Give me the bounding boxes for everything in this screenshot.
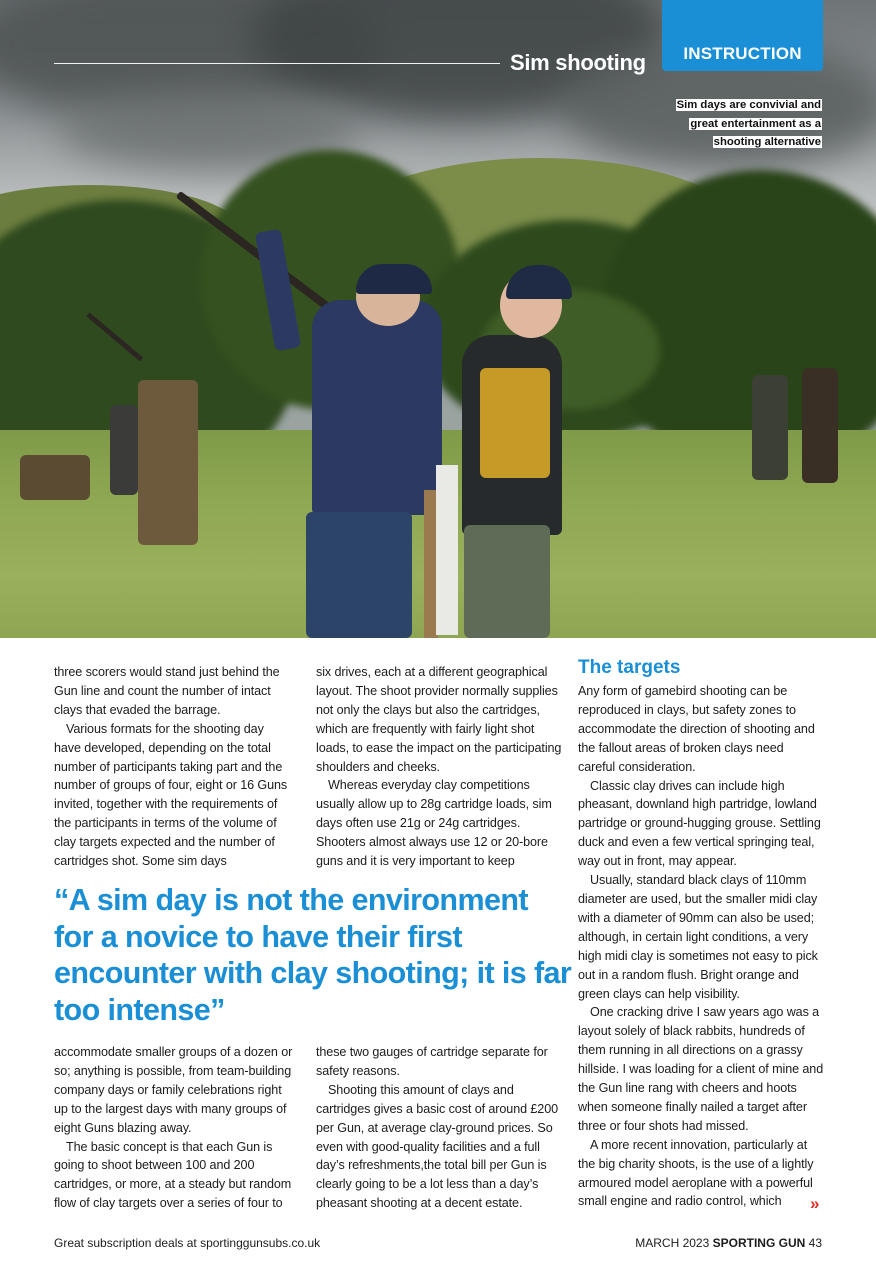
paragraph: Shooting this amount of clays and cartridges gives a basic cost of around £200 per Gun, at average clay-ground prices. So even with good-quality facilities and a full day’s refreshments,the total bill per Gun is clearly going to be a lot less than a day’s pheasant shooting at a decent estate. [316,1082,559,1211]
photo-caption-text: Sim days are convivial and great entertainment as a shooting alternative [676,99,821,148]
footer-subscription-link[interactable]: Great subscription deals at sportinggunsubs.co.uk [54,1236,321,1250]
paragraph: Whereas everyday clay competitions usually allow up to 28g cartridge loads, sim days often use 21g or 24g cartridges. Shooters almost always use 12 or 20-bore guns and it is very important to keep [316,778,552,869]
paragraph: One cracking drive I saw years ago was a layout solely of black rabbits, hundreds of them running in all directions on a grassy hillside. I was loading for a client of mine and the Gun line rang with cheers and hoots when someone finally nailed a target after three or four shots had missed. [578,1005,824,1133]
paragraph: A more recent innovation, particularly at the big charity shoots, is the use of a lightly armoured model aeroplane with a powerful small engine and radio control, which [578,1137,814,1209]
paragraph: these two gauges of cartridge separate for safety reasons. [316,1045,548,1078]
column-2-top [316,663,562,871]
photo-caption [652,96,822,152]
paragraph: six drives, each at a different geographical layout. The shoot provider normally supplies not only the clays but also the cartridges, which are frequently with fairly light shot loads, to ease the impact on the participating shoulders and cheeks. [316,665,562,774]
column-1-bottom [54,1043,294,1213]
footer-page-number: 43 [808,1236,822,1250]
footer-date: MARCH 2023 [635,1236,710,1250]
footer-magazine-name: SPORTING GUN [712,1236,806,1250]
paragraph: accommodate smaller groups of a dozen or so; anything is possible, from team-building company days or family celebrations right up to the largest days with many groups of eight Guns blazing away. [54,1045,293,1135]
section-tab [662,0,823,71]
section-title: Sim shooting [510,50,646,75]
section-tab-label: INSTRUCTION [683,44,802,63]
paragraph: Any form of gamebird shooting can be reproduced in clays, but safety zones to accommodate the direction of shooting and the fallout areas of broken clays need careful consideration. [578,684,815,774]
column-2-bottom [316,1043,562,1213]
footer-folio [635,1236,822,1250]
paragraph: Various formats for the shooting day have developed, depending on the total number of participants taking part and the number of groups of four, eight or 16 Guns invited, together with the requirements of the participants in terms of the volume of clay targets expected and the number of cartridges shot. Some sim days [54,721,288,869]
column-3 [578,682,824,1211]
header-rule [54,63,500,64]
paragraph: Usually, standard black clays of 110mm diameter are used, but the smaller midi clay with a diameter of 90mm can also be used; although, in certain light conditions, a very high midi clay is sometimes not easy to pick out in a random flush. Bright orange and green clays can help visibility. [578,873,818,1001]
paragraph: The basic concept is that each Gun is going to shoot between 100 and 200 cartridges, or more, at a steady but random flow of clay targets over a series of four to [54,1139,292,1211]
continue-arrow-icon: » [810,1194,817,1213]
paragraph: Classic clay drives can include high pheasant, downland high partridge, lowland partridge or ground-hugging grouse. Settling duck and even a few vertical springing teal, way out in front, may appear. [578,778,821,869]
column-1-top [54,663,290,871]
subhead-the-targets: The targets [578,657,681,678]
paragraph: three scorers would stand just behind the Gun line and count the number of intact clays that evaded the barrage. [54,665,280,717]
pull-quote: “A sim day is not the environment for a novice to have their first encounter with clay shooting; it is far too intense” [54,883,572,1027]
